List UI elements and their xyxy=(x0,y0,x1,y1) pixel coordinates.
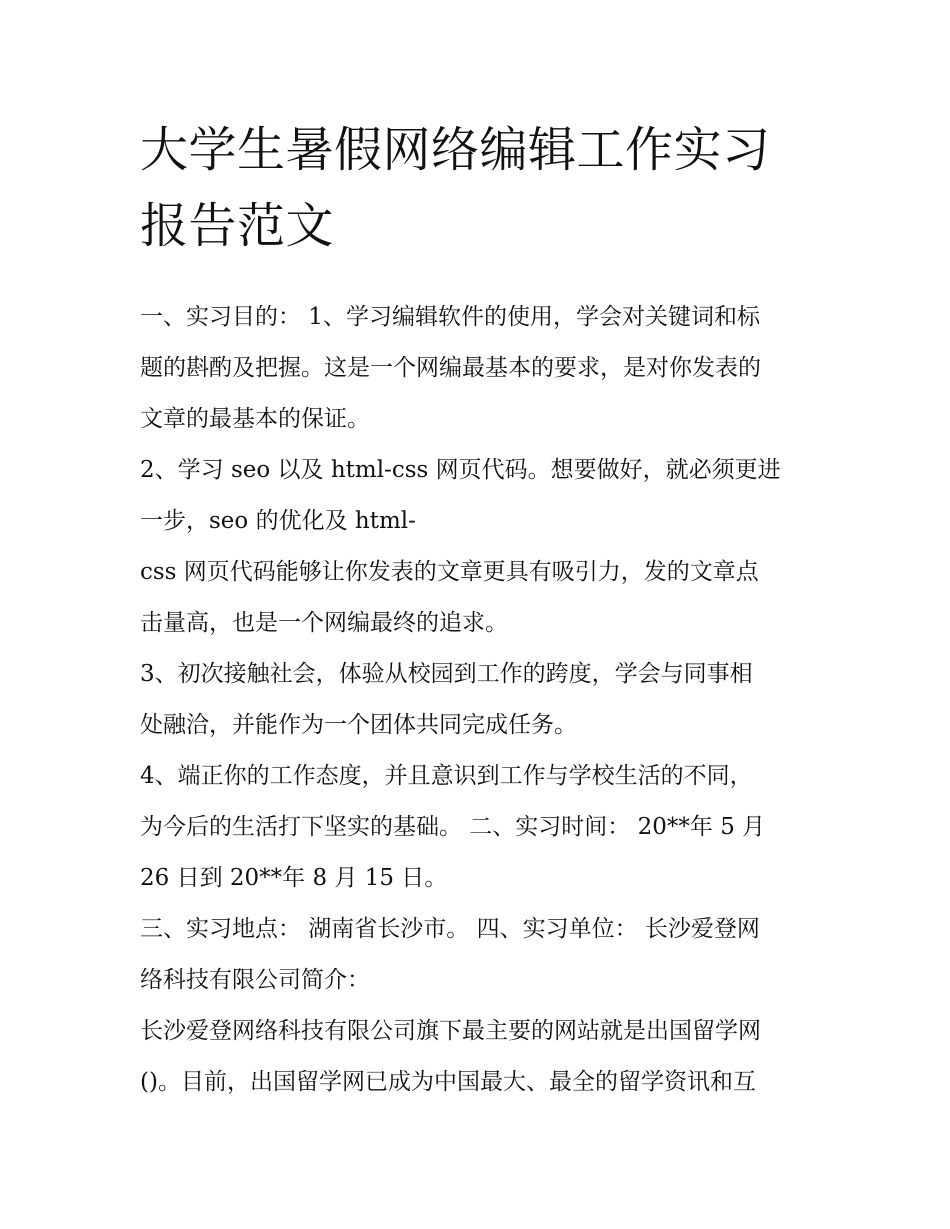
text-line: 一步，seo 的优化及 html- xyxy=(140,508,416,534)
text-line: 4、端正你的工作态度，并且意识到工作与学校生活的不同， xyxy=(140,763,753,789)
text-line: 一、实习目的： 1、学习编辑软件的使用，学会对关键词和标 xyxy=(140,304,760,330)
text-line: css 网页代码能够让你发表的文章更具有吸引力，发的文章点 xyxy=(140,559,759,585)
text-line: 26 日到 20**年 8 月 15 日。 xyxy=(140,865,448,891)
text-line: 处融洽，并能作为一个团体共同完成任务。 xyxy=(140,712,577,738)
text-line: 为今后的生活打下坚实的基础。 二、实习时间： 20**年 5 月 xyxy=(140,814,766,840)
text-line: 击量高，也是一个网编最终的追求。 xyxy=(140,610,508,636)
document-content xyxy=(140,112,815,1108)
text-line: 3、初次接触社会，体验从校园到工作的跨度，学会与同事相 xyxy=(140,661,753,687)
text-line: 文章的最基本的保证。 xyxy=(140,406,370,432)
document-title xyxy=(140,112,815,264)
text-line: ()。目前，出国留学网已成为中国最大、最全的留学资讯和互 xyxy=(140,1069,756,1095)
text-line: 长沙爱登网络科技有限公司旗下最主要的网站就是出国留学网 xyxy=(140,1018,761,1044)
text-line: 络科技有限公司简介： xyxy=(140,967,370,993)
title-line: 大学生暑假网络编辑工作实习 xyxy=(140,122,771,178)
text-line: 2、学习 seo 以及 html-css 网页代码。想要做好，就必须更进 xyxy=(140,457,781,483)
title-line: 报告范文 xyxy=(140,198,335,254)
document-body xyxy=(140,292,815,1108)
text-line: 三、实习地点： 湖南省长沙市。 四、实习单位： 长沙爱登网 xyxy=(140,916,760,942)
text-line: 题的斟酌及把握。这是一个网编最基本的要求，是对你发表的 xyxy=(140,355,761,381)
